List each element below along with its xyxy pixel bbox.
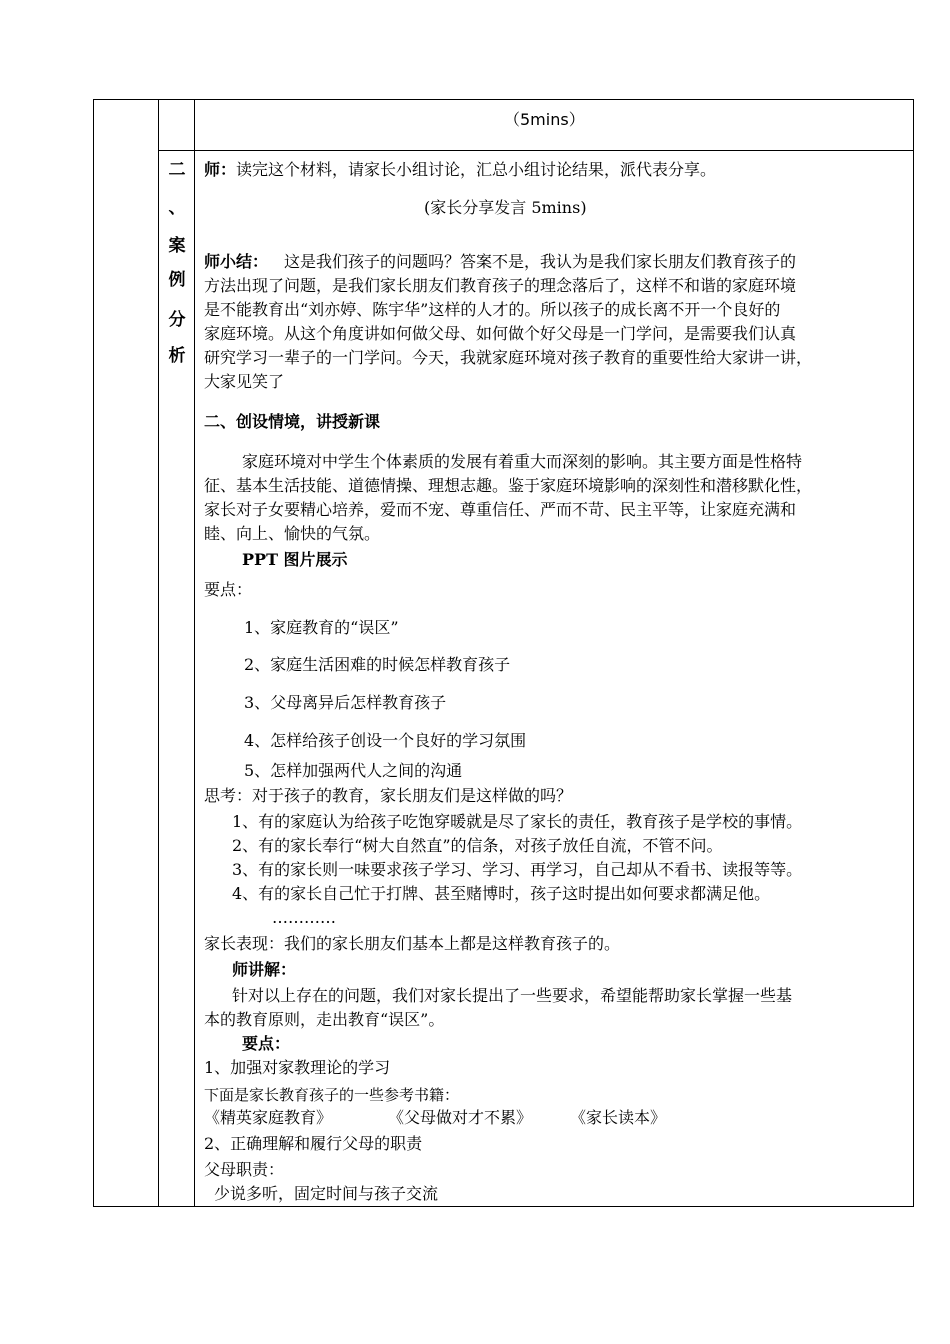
thinking-item: 2、有的家长奉行“树大自然直”的信条，对孩子放任自流，不管不问。 — [232, 836, 723, 855]
book-title: 《精英家庭教育》 — [204, 1108, 333, 1127]
points2-label: 要点： — [242, 1034, 291, 1053]
parent-performance: 家长表现：我们的家长朋友们基本上都是这样教育孩子的。 — [204, 934, 621, 953]
duty-label: 父母职责： — [204, 1160, 285, 1179]
point-item: 4、怎样给孩子创设一个良好的学习氛围 — [244, 731, 527, 750]
section-label-char: 案 — [168, 236, 186, 256]
section-label-char: 析 — [168, 346, 186, 366]
point-item: 5、怎样加强两代人之间的沟通 — [244, 761, 463, 780]
summary-line: 家庭环境。从这个角度讲如何做父母、如何做个好父母是一门学问，是需要我们认真 — [204, 324, 797, 343]
parent-share-note: (家长分享发言 5mins) — [424, 198, 587, 217]
point-item: 1、家庭教育的“误区” — [244, 618, 399, 637]
teacher-prompt — [204, 160, 716, 180]
summary-line: 师小结： 这是我们孩子的问题吗？答案不是，我认为是我们家长朋友们教育孩子的 — [204, 252, 797, 271]
points-label: 要点： — [204, 580, 253, 599]
point-item: 2、家庭生活困难的时候怎样教育孩子 — [244, 655, 511, 674]
thinking-item: 3、有的家长则一味要求孩子学习、学习、再学习，自己却从不看书、读报等等。 — [232, 860, 803, 879]
ellipsis: ………… — [272, 908, 336, 927]
book-title: 《父母做对才不累》 — [388, 1108, 533, 1127]
explain-line: 针对以上存在的问题，我们对家长提出了一些要求，希望能帮助家长掌握一些基 — [232, 986, 793, 1005]
ppt-label: PPT 图片展示 — [242, 550, 348, 569]
teacher-explain-label: 师讲解： — [232, 960, 297, 979]
env-line: 家长对子女要精心培养，爱而不宠、尊重信任、严而不苛、民主平等，让家庭充满和 — [204, 500, 797, 519]
section2-title: 二、创设情境，讲授新课 — [204, 412, 381, 431]
explain-line: 本的教育原则，走出教育“误区”。 — [204, 1010, 445, 1029]
section-label-char: 二 — [168, 160, 186, 180]
summary-line: 大家见笑了 — [204, 372, 285, 391]
item-1: 1、加强对家教理论的学习 — [204, 1058, 391, 1077]
book-title: 《家长读本》 — [570, 1108, 667, 1127]
summary-line: 研究学习一辈子的一门学问。今天，我就家庭环境对孩子教育的重要性给大家讲一讲， — [204, 348, 813, 367]
duty-item: 少说多听，固定时间与孩子交流 — [214, 1184, 439, 1203]
item-2: 2、正确理解和履行父母的职责 — [204, 1134, 423, 1153]
thinking-item: 1、有的家庭认为给孩子吃饱穿暖就是尽了家长的责任，教育孩子是学校的事情。 — [232, 812, 803, 831]
thinking-item: 4、有的家长自己忙于打牌、甚至赌博时，孩子这时提出如何要求都满足他。 — [232, 884, 771, 903]
point-item: 3、父母离异后怎样教育孩子 — [244, 693, 447, 712]
summary-line: 方法出现了问题，是我们家长朋友们教育孩子的理念落后了，这样不和谐的家庭环境 — [204, 276, 797, 295]
section-label-char: 分 — [168, 310, 186, 330]
column-divider-2 — [194, 100, 195, 1206]
teacher-text: 读完这个材料，请家长小组讨论，汇总小组讨论结果，派代表分享。 — [236, 160, 717, 179]
books-intro: 下面是家长教育孩子的一些参考书籍： — [204, 1086, 460, 1104]
env-line: 征、基本生活技能、道德情操、理想志趣。鉴于家庭环境影响的深刻性和潜移默化性， — [204, 476, 813, 495]
section-label-char: 、 — [168, 198, 186, 218]
row-divider — [158, 150, 913, 151]
summary-label: 师小结： — [204, 252, 269, 271]
thinking-question: 思考：对于孩子的教育，家长朋友们是这样做的吗？ — [204, 786, 573, 805]
summary-line: 是不能教育出“刘亦婷、陈宇华”这样的人才的。所以孩子的成长离不开一个良好的 — [204, 300, 781, 319]
env-line: 睦、向上、愉快的气氛。 — [204, 524, 381, 543]
column-divider-1 — [158, 100, 159, 1206]
section-label-char: 例 — [168, 270, 186, 290]
time-note: （5mins） — [504, 110, 585, 129]
env-line: 家庭环境对中学生个体素质的发展有着重大而深刻的影响。其主要方面是性格特 — [242, 452, 803, 471]
teacher-label: 师： — [204, 160, 237, 179]
